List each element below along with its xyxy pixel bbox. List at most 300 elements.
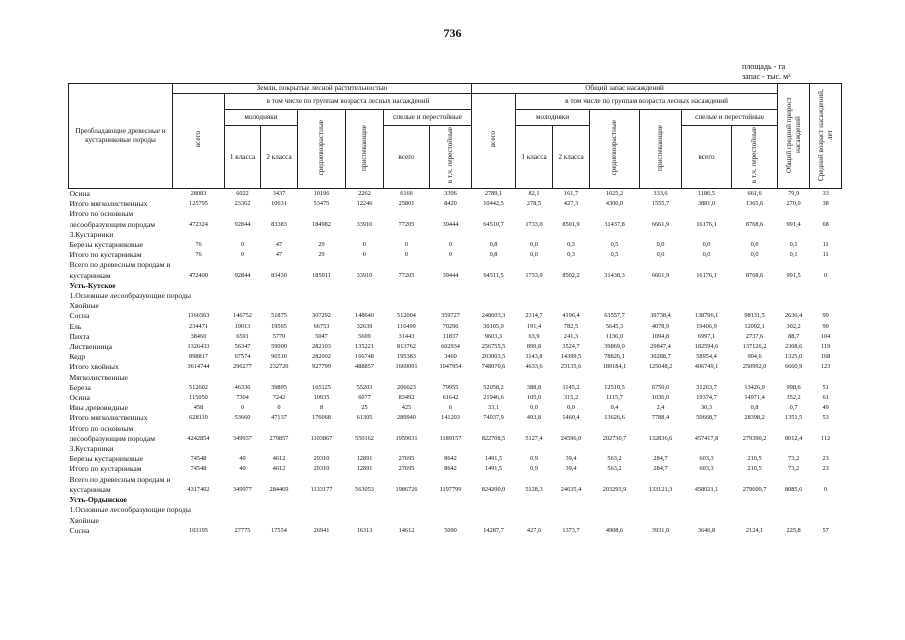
table-cell: 63,9 [528, 332, 540, 340]
table-cell: 53 [822, 414, 829, 422]
table-cell: 232720 [269, 363, 289, 371]
table-cell: 26941 [313, 526, 330, 534]
table-cell: 4612 [272, 465, 286, 473]
table-cell: 66753 [313, 322, 330, 330]
table-cell: 83383 [271, 220, 287, 228]
table-cell: 47137 [271, 414, 287, 422]
table-cell: 6591 [236, 332, 249, 340]
section-heading-row [69, 444, 842, 454]
table-cell: 8502,2 [562, 271, 580, 279]
table-cell: 28398,2 [744, 414, 765, 422]
table-cell: 28083 [173, 189, 225, 200]
table-cell: 1733,0 [525, 220, 543, 228]
table-cell: 512004 [397, 312, 416, 320]
table-row [69, 322, 842, 332]
table-cell: 166748 [355, 353, 374, 361]
row-label: 1.Основные лесообразующие породы [69, 505, 191, 515]
table-cell: 16176,1 [696, 220, 717, 228]
table-cell: 472324 [189, 220, 208, 228]
table-cell: 30105,0 [483, 322, 504, 330]
table-cell: 284,7 [653, 455, 668, 463]
table-cell: 1491,5 [484, 455, 503, 463]
table-cell: 6661,9 [651, 271, 670, 279]
table-cell: 0,7 [789, 404, 798, 412]
table-cell: 74548 [190, 465, 207, 473]
table-cell: 748070,6 [481, 363, 506, 371]
table-cell: 52058,2 [483, 383, 504, 391]
area-total-header: всего [173, 94, 225, 189]
table-cell: 19013 [234, 322, 251, 330]
area-young-header: молодняки [225, 110, 298, 126]
table-cell: 6077 [358, 394, 371, 402]
table-cell: 0,0 [530, 241, 538, 249]
table-cell: 11 [822, 241, 829, 249]
table-cell: 256755,5 [481, 343, 506, 351]
table-cell: 53660 [234, 414, 251, 422]
table-cell: 458 [193, 404, 204, 412]
table-cell: 0,5 [610, 251, 619, 259]
table-cell: 6 [448, 404, 453, 412]
table-cell: 296277 [233, 363, 252, 371]
table-cell: 4078,9 [651, 322, 670, 330]
table-cell: 1189157 [439, 434, 462, 442]
table-cell: 168 [820, 353, 831, 361]
area-age-groups-header: в том числе по группам возраста лесных насаждений [225, 94, 472, 110]
table-cell: 70296 [442, 322, 459, 330]
table-cell: 29310 [313, 455, 330, 463]
row-label: Итого хвойных [69, 362, 119, 372]
table-cell: 904,6 [747, 353, 762, 361]
table-cell: 0,8 [489, 241, 498, 249]
stock-group-header: Общий запас насаждений [472, 84, 778, 94]
table-cell: 10935 [313, 394, 330, 402]
table-cell: 6661,9 [651, 220, 670, 228]
table-cell: 210,5 [747, 465, 762, 473]
table-cell: 7304 [236, 394, 249, 402]
table-cell: 39738,4 [650, 312, 671, 320]
table-row [69, 413, 842, 423]
table-cell: 822708,5 [481, 434, 506, 442]
table-cell: 119 [821, 343, 831, 351]
table-cell: 195383 [397, 353, 416, 361]
row-label: Лиственница [69, 342, 112, 352]
stock-young-header: молодняки [516, 110, 590, 126]
table-cell: 161,7 [553, 189, 590, 200]
table-cell: 33910 [356, 220, 373, 228]
table-cell: 23 [822, 465, 829, 473]
table-cell: 77205 [398, 220, 415, 228]
table-row [69, 403, 842, 413]
table-cell: 603,3 [699, 455, 714, 463]
table-cell: 0,5 [610, 241, 619, 249]
table-cell: 1959031 [395, 434, 418, 442]
row-label: Хвойные [69, 515, 99, 525]
table-cell: 12510,5 [604, 383, 625, 391]
row-label: Итого по кустарникам [69, 464, 142, 474]
table-cell: 33,1 [488, 404, 500, 412]
table-cell: 46336 [234, 383, 251, 391]
table-cell: 550162 [355, 434, 374, 442]
section-heading-row [69, 373, 842, 383]
table-cell: 1136,0 [605, 332, 624, 340]
table-cell: 1555,7 [651, 200, 670, 208]
table-cell: 0,0 [656, 251, 665, 259]
row-label: Хвойные [69, 301, 99, 311]
row-label: Ивы древовидные [69, 403, 128, 413]
stock-mature-total-header: всего [682, 126, 732, 189]
table-cell: 782,5 [563, 322, 579, 330]
table-cell: 115050 [189, 394, 208, 402]
table-cell: 661,6 [732, 189, 778, 200]
table-row [69, 240, 842, 250]
table-cell: 628110 [189, 414, 208, 422]
area-maturing-header: приспевающие [346, 110, 384, 189]
table-cell: 210,5 [747, 455, 762, 463]
table-cell: 282002 [312, 353, 331, 361]
table-cell: 5645,3 [605, 322, 624, 330]
table-cell: 47 [275, 241, 283, 249]
table-cell: 16176,1 [696, 271, 717, 279]
table-cell: 21946,6 [483, 394, 504, 402]
row-label: Кедр [69, 352, 86, 362]
table-cell: 8085,6 [784, 485, 803, 493]
section-heading-row [69, 301, 842, 311]
row-label: Осина [69, 393, 90, 403]
table-cell: 0,1 [789, 241, 798, 249]
table-cell: 349937 [233, 434, 252, 442]
table-cell: 3396 [430, 189, 472, 200]
table-cell: 29847,4 [650, 343, 671, 351]
table-cell: 96510 [271, 353, 287, 361]
table-cell: 77205 [398, 271, 415, 279]
region-name: Усть-Ордынское [69, 495, 127, 505]
table-row [69, 209, 842, 229]
table-row [69, 362, 842, 372]
table-cell: 61305 [356, 414, 373, 422]
table-cell: 1986726 [395, 485, 418, 493]
table-cell: 112 [821, 434, 831, 442]
table-cell: 991,4 [786, 220, 801, 228]
table-cell: 1103867 [310, 434, 333, 442]
table-cell: 137126,2 [742, 343, 767, 351]
table-cell: 10196 [298, 189, 346, 200]
table-cell: 99 [822, 322, 829, 330]
table-cell: 68 [822, 220, 829, 228]
table-cell: 4300,0 [605, 200, 624, 208]
units-stock: запас - тыс. м³ [742, 72, 791, 81]
table-cell: 31263,7 [696, 383, 717, 391]
table-cell: 12092,1 [744, 322, 765, 330]
table-cell: 6022 [225, 189, 261, 200]
table-cell: 278,5 [526, 200, 542, 208]
table-cell: 125795 [189, 200, 208, 208]
table-cell: 6750,0 [651, 383, 670, 391]
table-cell: 38460 [190, 332, 207, 340]
table-cell: 1047954 [439, 363, 462, 371]
table-row [69, 199, 842, 209]
table-row [69, 189, 842, 200]
row-label: Береза [69, 382, 91, 392]
table-cell: 3931,0 [651, 526, 670, 534]
table-cell: 1115,7 [606, 394, 623, 402]
table-cell: 6166 [384, 189, 430, 200]
table-cell: 1365,6 [745, 200, 764, 208]
table-cell: 0 [277, 404, 281, 412]
table-header [69, 84, 842, 189]
avg-age-header: Средний возраст насаждений, лет [810, 84, 842, 189]
table-cell: 88,7 [788, 332, 800, 340]
table-cell: 14612 [398, 526, 415, 534]
table-cell: 991,5 [786, 271, 801, 279]
table-cell: 1036,0 [651, 394, 670, 402]
table-cell: 206023 [397, 383, 416, 391]
table-cell: 488857 [355, 363, 374, 371]
area-mature-header: спелые и перестойные [384, 110, 472, 126]
table-cell: 47 [275, 251, 283, 259]
table-cell: 315,2 [563, 394, 579, 402]
stock-middle-header: средневозрастные [590, 110, 640, 189]
table-cell: 39869,0 [604, 343, 625, 351]
table-cell: 56347 [234, 343, 251, 351]
table-cell: 24635,4 [560, 485, 582, 493]
table-cell: 105,0 [526, 394, 542, 402]
table-cell: 279857 [269, 434, 289, 442]
table-cell: 0,9 [530, 465, 538, 473]
table-cell: 19374,7 [696, 394, 717, 402]
area-group-header: Земли, покрытые лесной растительностью [173, 84, 472, 94]
table-cell: 8 [319, 404, 324, 412]
table-cell: 40 [239, 455, 246, 463]
table-cell: 0,0 [702, 251, 711, 259]
table-cell: 39895 [271, 383, 287, 391]
table-cell: 2124,1 [745, 526, 764, 534]
table-cell: 234471 [189, 322, 208, 330]
table-cell: 92844 [234, 220, 251, 228]
table-cell: 1326433 [187, 343, 210, 351]
area-class2-header: 2 класса [261, 126, 298, 189]
table-cell: 0 [824, 485, 828, 493]
table-row [69, 332, 842, 342]
row-label: Пихта [69, 331, 90, 341]
table-cell: 512602 [189, 383, 208, 391]
table-cell: 50668,7 [696, 414, 717, 422]
table-cell: 0,0 [702, 241, 711, 249]
table-cell: 38 [822, 200, 829, 208]
table-cell: 16313 [356, 526, 373, 534]
table-cell: 73,2 [788, 455, 800, 463]
table-cell: 189184,1 [602, 363, 627, 371]
table-cell: 19565 [271, 322, 287, 330]
row-label: Итого мягколиственных [69, 199, 148, 209]
row-label: Итого по основным лесообразующим породам [69, 209, 156, 229]
table-cell: 0,0 [656, 241, 665, 249]
table-cell: 58954,4 [696, 353, 717, 361]
area-overmature-header: в т.ч. перестойные [430, 126, 472, 189]
table-cell: 8768,6 [745, 271, 764, 279]
table-cell: 73,2 [788, 465, 800, 473]
table-cell: 25801 [398, 200, 415, 208]
table-cell: 0 [448, 251, 453, 259]
table-cell: 248603,3 [481, 312, 506, 320]
table-row [69, 352, 842, 362]
table-cell: 104 [820, 332, 831, 340]
table-cell: 1197799 [439, 485, 462, 493]
table-cell: 31437,8 [604, 220, 625, 228]
table-cell: 74548 [190, 455, 207, 463]
area-middle-header: средневозрастные [298, 110, 346, 189]
table-cell: 29310 [313, 465, 330, 473]
table-cell: 10442,5 [483, 200, 504, 208]
table-cell: 51875 [271, 312, 287, 320]
table-cell: 99 [822, 312, 829, 320]
table-cell: 5609 [358, 332, 371, 340]
table-cell: 3646,8 [697, 526, 716, 534]
row-label: Березы кустарниковые [69, 454, 144, 464]
table-cell: 27775 [234, 526, 251, 534]
table-cell: 123 [820, 363, 831, 371]
table-cell: 76 [195, 241, 202, 249]
table-cell: 302,2 [786, 322, 801, 330]
units-area: площадь - га [742, 62, 786, 71]
table-cell: 6660,9 [784, 363, 803, 371]
table-cell: 61 [822, 394, 829, 402]
section-heading-row [69, 505, 842, 515]
table-cell: 457417,8 [694, 434, 719, 442]
table-row [69, 454, 842, 464]
row-label: Всего по древесным породам и кустарникам [69, 474, 171, 494]
table-cell: 0 [362, 251, 367, 259]
table-cell: 191,4 [526, 322, 542, 330]
table-cell: 4908,6 [605, 526, 624, 534]
table-cell: 333,6 [640, 189, 682, 200]
table-cell: 23362 [234, 200, 251, 208]
table-cell: 11 [822, 251, 829, 259]
table-cell: 1025,2 [590, 189, 640, 200]
table-cell: 4317402 [187, 485, 210, 493]
row-label: Итого мягколиственных [69, 413, 148, 423]
row-label: Всего по древесным породам и кустарникам [69, 260, 171, 280]
table-cell: 8642 [444, 465, 457, 473]
table-cell: 0,0 [567, 404, 575, 412]
table-cell: 241,3 [563, 332, 579, 340]
table-cell: 0 [362, 241, 367, 249]
section-heading-row [69, 291, 842, 301]
table-cell: 563053 [355, 485, 374, 493]
table-cell: 40 [239, 465, 246, 473]
table-cell: 2314,7 [525, 312, 543, 320]
table-cell: 135221 [355, 343, 374, 351]
table-cell: 1145,2 [562, 383, 580, 391]
table-cell: 349977 [233, 485, 252, 493]
table-cell: 14971,4 [744, 394, 765, 402]
table-cell: 98131,5 [744, 312, 765, 320]
table-cell: 203003,5 [481, 353, 506, 361]
table-cell: 82,1 [516, 189, 553, 200]
table-cell: 289940 [397, 414, 416, 422]
row-label: Сосна [69, 525, 90, 535]
table-cell: 39444 [442, 220, 459, 228]
table-cell: 19406,9 [696, 322, 717, 330]
table-cell: 1373,7 [562, 526, 580, 534]
table-cell: 824200,0 [481, 485, 506, 493]
table-cell: 78826,1 [604, 353, 625, 361]
table-cell: 1133177 [310, 485, 333, 493]
row-label: Осина [69, 189, 173, 200]
table-cell: 8642 [444, 455, 457, 463]
table-cell: 176068 [312, 414, 331, 422]
table-row [69, 311, 842, 321]
area-class1-header: 1 класса [225, 126, 261, 189]
region-heading-row [69, 495, 842, 505]
table-cell: 63557,7 [604, 312, 625, 320]
stock-class1-header: 1 класса [516, 126, 553, 189]
table-cell: 1166563 [187, 312, 210, 320]
table-cell: 1094,8 [651, 332, 670, 340]
table-cell: 2,4 [656, 404, 665, 412]
table-cell: 5047 [315, 332, 328, 340]
stock-overmature-header: в т.ч. перестойные [732, 126, 778, 189]
table-cell: 76 [195, 251, 202, 259]
table-cell: 5127,4 [525, 434, 543, 442]
table-cell: 1325,0 [784, 353, 803, 361]
table-cell: 25 [361, 404, 368, 412]
table-cell: 279390,2 [742, 434, 767, 442]
row-label: Ель [69, 321, 82, 331]
section-heading-row [69, 516, 842, 526]
stock-maturing-header: приспевающие [640, 110, 682, 189]
table-cell: 23 [822, 455, 829, 463]
table-cell: 307292 [312, 312, 331, 320]
stock-age-groups-header: в том числе по группам возраста лесных насаждений [516, 94, 778, 110]
table-cell: 250992,0 [742, 363, 767, 371]
table-cell: 8012,4 [784, 434, 803, 442]
table-cell: 1186,5 [682, 189, 732, 200]
table-cell: 57 [822, 526, 829, 534]
table-cell: 61642 [442, 394, 459, 402]
table-cell: 165125 [312, 383, 331, 391]
table-cell: 425 [401, 404, 412, 412]
table-cell: 1460,4 [562, 414, 580, 422]
table-cell: 49 [822, 404, 829, 412]
table-cell: 13626,6 [604, 414, 625, 422]
table-cell: 4196,4 [562, 312, 580, 320]
table-cell: 10631 [271, 200, 287, 208]
table-row [69, 393, 842, 403]
table-cell: 138796,1 [694, 312, 719, 320]
table-cell: 0,9 [530, 455, 538, 463]
table-cell: 39,4 [565, 455, 577, 463]
row-label: Мягколиственные [69, 372, 128, 382]
table-cell: 83492 [398, 394, 415, 402]
table-cell: 0,0 [530, 251, 538, 259]
table-cell: 282103 [312, 343, 331, 351]
table-cell: 563,2 [607, 465, 622, 473]
table-cell: 27695 [398, 465, 415, 473]
table-cell: 6997,1 [697, 332, 716, 340]
table-row [69, 250, 842, 260]
table-cell: 0 [404, 251, 409, 259]
table-cell: 813762 [397, 343, 416, 351]
table-cell: 0,1 [789, 251, 798, 259]
table-row [69, 464, 842, 474]
forest-table [68, 83, 842, 536]
table-cell: 29 [318, 251, 325, 259]
table-cell: 0 [824, 271, 828, 279]
table-cell: 79,9 [778, 189, 810, 200]
table-cell: 3524,7 [562, 343, 580, 351]
table-cell: 184982 [312, 220, 331, 228]
table-row [69, 475, 842, 495]
